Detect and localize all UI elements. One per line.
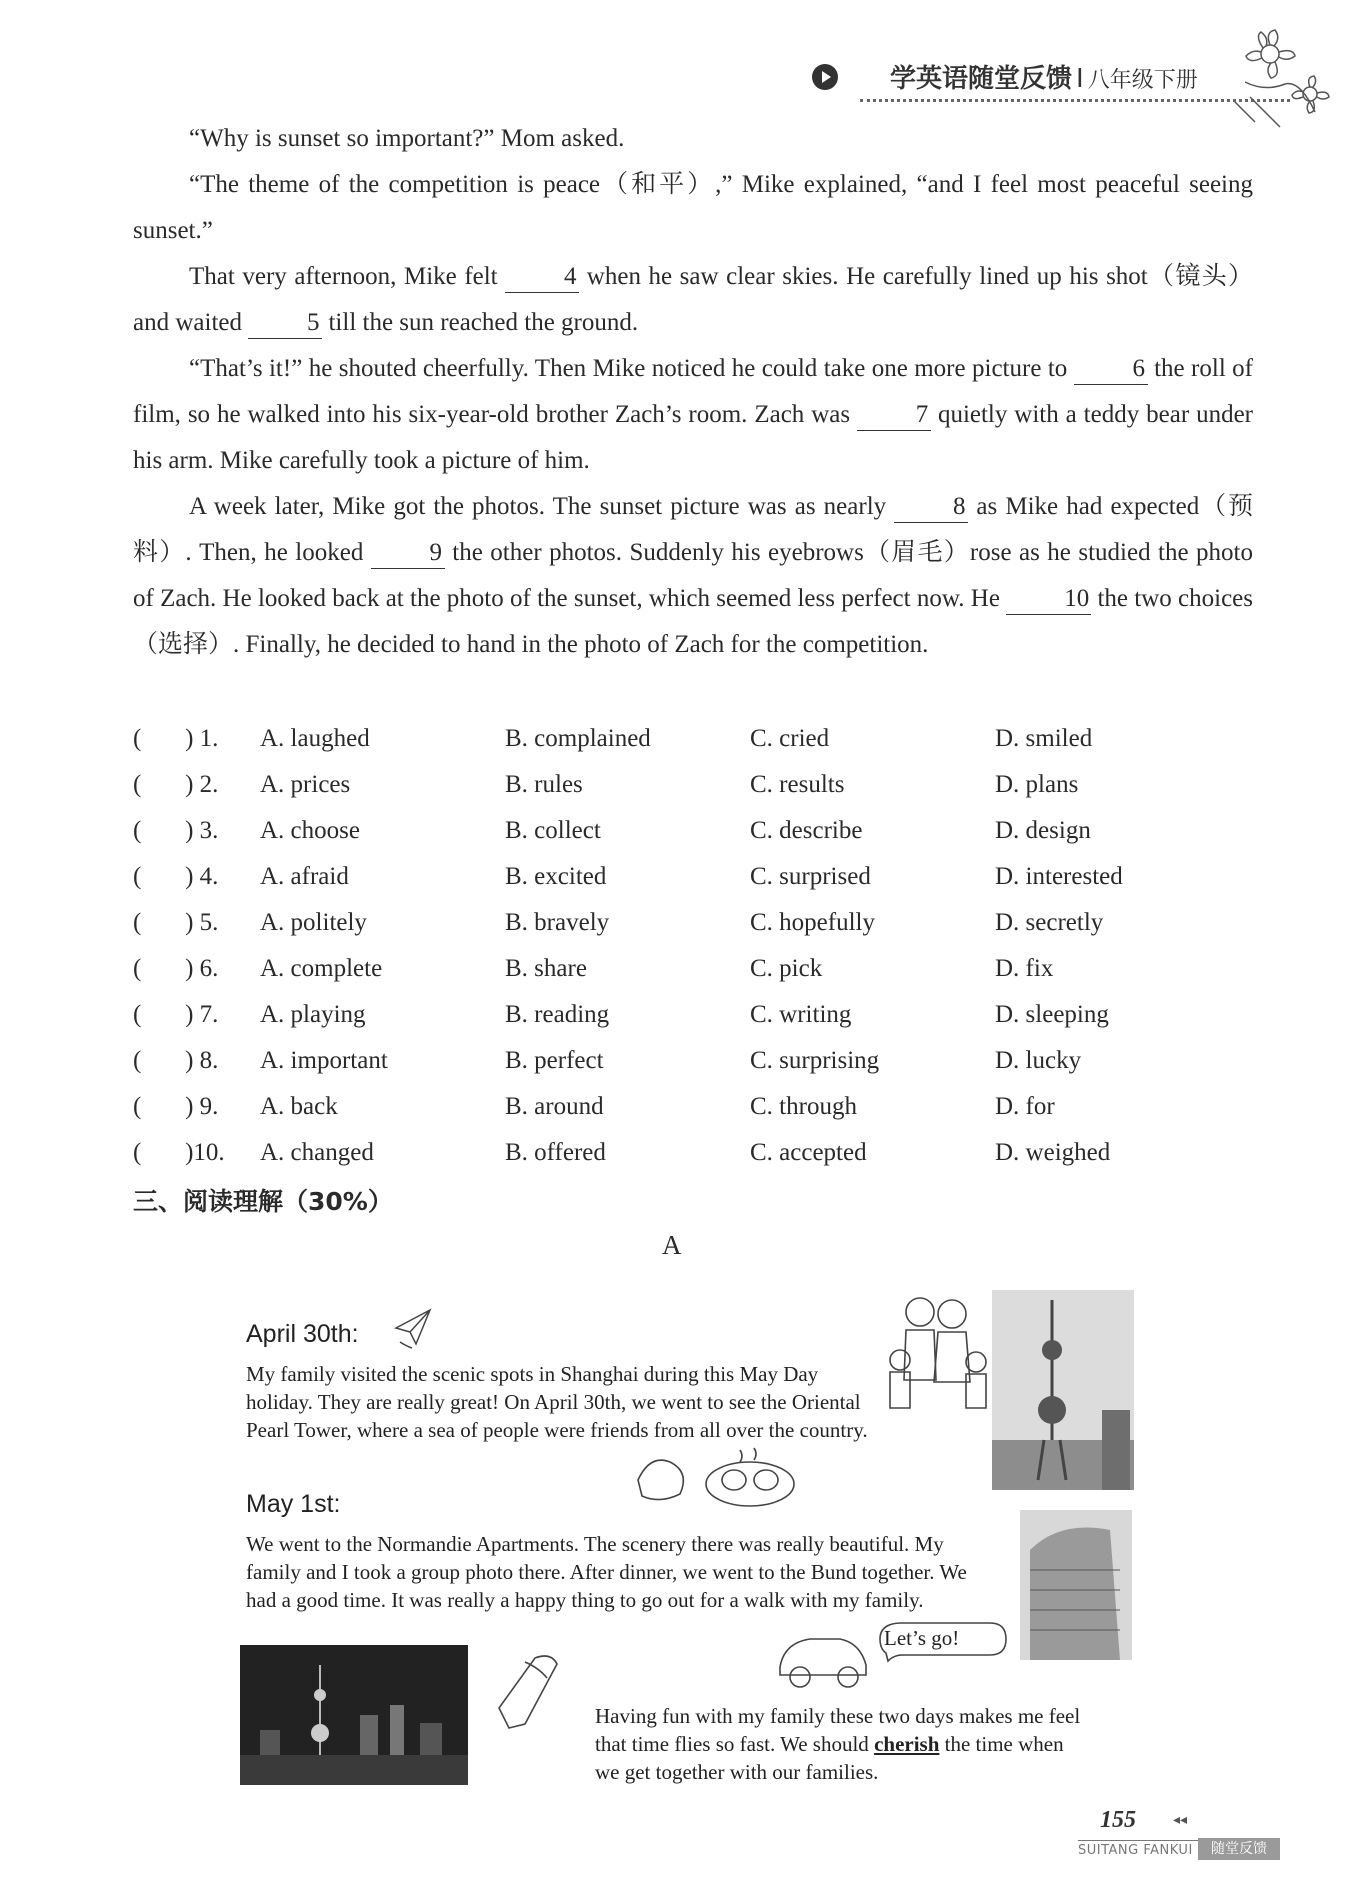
option-d: D. weighed	[995, 1139, 1111, 1166]
answer-bracket[interactable]: ( ) 2.	[133, 771, 219, 798]
option-a: A. important	[260, 1047, 388, 1074]
option-d: D. design	[995, 817, 1091, 844]
story-text: the roll of film, so he walked into his six-year-old brother Zach’s room. Zach was	[133, 355, 1253, 428]
story-paragraph: “Why is sunset so important?” Mom asked.	[189, 125, 625, 152]
answer-bracket[interactable]: ( ) 4.	[133, 863, 219, 890]
story-paragraph	[133, 346, 1253, 484]
back-arrows-icon: ◂◂	[1173, 1813, 1188, 1828]
oriental-pearl-tower-photo	[992, 1290, 1134, 1490]
option-d: D. fix	[995, 955, 1054, 982]
option-a: A. politely	[260, 909, 367, 936]
diary-heading-may: May 1st:	[246, 1490, 341, 1518]
option-row	[133, 909, 1253, 955]
diary-heading-april: April 30th:	[246, 1320, 359, 1348]
book-title-text: 学英语随堂反馈	[890, 64, 1073, 94]
story-paragraph	[133, 254, 1253, 346]
option-b: B. collect	[505, 817, 601, 844]
story-paragraph	[133, 162, 1253, 254]
blank-4: 4	[505, 262, 579, 293]
option-c: C. through	[750, 1093, 857, 1120]
option-row	[133, 955, 1253, 1001]
speech-bubble-text: Let’s go!	[884, 1626, 960, 1650]
food-icon	[630, 1440, 810, 1512]
story-text: as Mike had expected（预料）. Then, he looked	[133, 493, 1254, 566]
cherish-word: cherish	[874, 1732, 940, 1756]
story-text: till the sun reached the ground.	[328, 309, 639, 336]
blank-7: 7	[857, 400, 931, 431]
family-cartoon-icon	[880, 1290, 996, 1420]
page-number: 155	[1100, 1807, 1136, 1833]
option-row	[133, 725, 1253, 771]
conclusion-text: Having fun with my family these two days makes me feel that time flies so fast. We should	[595, 1704, 1081, 1756]
option-row	[133, 863, 1253, 909]
story-text: That very afternoon, Mike felt	[189, 263, 498, 290]
option-c: C. pick	[750, 955, 823, 982]
paper-plane-icon	[392, 1306, 434, 1350]
option-b: B. excited	[505, 863, 607, 890]
story-text: A week later, Mike got the photos. The sunset picture was as nearly	[189, 493, 887, 520]
option-c: C. describe	[750, 817, 863, 844]
option-b: B. perfect	[505, 1047, 604, 1074]
footer-badge: 随堂反馈	[1198, 1838, 1280, 1860]
option-c: C. surprised	[750, 863, 871, 890]
blank-6: 6	[1074, 354, 1148, 385]
option-b: B. reading	[505, 1001, 610, 1028]
option-d: D. plans	[995, 771, 1079, 798]
story-passage	[133, 116, 1253, 668]
option-c: C. surprising	[750, 1047, 880, 1074]
option-a: A. laughed	[260, 725, 370, 752]
play-icon	[812, 64, 838, 90]
story-paragraph	[133, 484, 1253, 668]
answer-bracket[interactable]: ( ) 8.	[133, 1047, 219, 1074]
option-d: D. lucky	[995, 1047, 1082, 1074]
blank-8: 8	[894, 492, 968, 523]
diary-text-april: My family visited the scenic spots in Shanghai during this May Day holiday. They are really great! On April 30th, we went to see the Oriental Pearl Tower, where a sea of people were friends from all over the country.	[246, 1362, 868, 1442]
option-c: C. writing	[750, 1001, 852, 1028]
option-b: B. rules	[505, 771, 583, 798]
option-d: D. interested	[995, 863, 1123, 890]
answer-bracket[interactable]: ( ) 6.	[133, 955, 219, 982]
blank-9: 9	[371, 538, 445, 569]
answer-bracket[interactable]: ( ) 9.	[133, 1093, 219, 1120]
wrap-food-icon	[495, 1648, 565, 1738]
story-text: the other photos. Suddenly his eyebrows（眉毛）rose as he studied the photo of Zach. He looked back at the photo of the sunset, which seemed less perfect now. He	[133, 539, 1253, 612]
title-separator: I	[1076, 64, 1084, 94]
book-subtitle: 八年级下册	[1087, 68, 1198, 93]
footer-english: SUITANG FANKUI	[1078, 1843, 1193, 1858]
story-text: when he saw clear skies. He carefully lined up his shot（镜头）and waited	[133, 263, 1254, 336]
option-a: A. changed	[260, 1139, 374, 1166]
passage-letter: A	[662, 1230, 682, 1260]
answer-bracket[interactable]: ( ) 7.	[133, 1001, 219, 1028]
bund-night-photo	[240, 1645, 468, 1785]
option-row	[133, 1001, 1253, 1047]
option-row	[133, 817, 1253, 863]
blank-10: 10	[1006, 584, 1091, 615]
option-b: B. share	[505, 955, 587, 982]
answer-bracket[interactable]: ( )10.	[133, 1139, 225, 1166]
section-title: 三、阅读理解（30%）	[133, 1187, 393, 1216]
option-d: D. for	[995, 1093, 1055, 1120]
option-c: C. hopefully	[750, 909, 875, 936]
option-d: D. sleeping	[995, 1001, 1109, 1028]
story-text: the two choices（选择）. Finally, he decided to hand in the photo of Zach for the competition.	[133, 585, 1254, 658]
option-a: A. playing	[260, 1001, 366, 1028]
conclusion-text: the time when we get together with our families.	[595, 1732, 1064, 1784]
blank-5: 5	[248, 308, 322, 339]
answer-bracket[interactable]: ( ) 5.	[133, 909, 219, 936]
option-d: D. secretly	[995, 909, 1104, 936]
story-text: “The theme of the competition is peace（和平）,” Mike explained, “and I feel most peaceful seeing sunset.”	[133, 171, 1253, 244]
option-d: D. smiled	[995, 725, 1093, 752]
option-a: A. back	[260, 1093, 338, 1120]
story-text: quietly with a teddy bear under his arm. Mike carefully took a picture of him.	[133, 401, 1253, 474]
option-row	[133, 1139, 1253, 1185]
option-c: C. cried	[750, 725, 830, 752]
book-title	[890, 58, 1198, 95]
answer-bracket[interactable]: ( ) 3.	[133, 817, 219, 844]
option-b: B. complained	[505, 725, 651, 752]
option-row	[133, 1047, 1253, 1093]
option-a: A. complete	[260, 955, 383, 982]
diary-text-may: We went to the Normandie Apartments. The scenery there was really beautiful. My family and I took a group photo there. After dinner, we went to the Bund together. We had a good time. It was really a happy thing to go out for a walk with my family.	[246, 1532, 967, 1612]
option-b: B. offered	[505, 1139, 606, 1166]
option-b: B. bravely	[505, 909, 610, 936]
option-row	[133, 771, 1253, 817]
option-c: C. accepted	[750, 1139, 867, 1166]
story-text: “That’s it!” he shouted cheerfully. Then Mike noticed he could take one more picture to	[189, 355, 1068, 382]
option-b: B. around	[505, 1093, 604, 1120]
answer-bracket[interactable]: ( ) 1.	[133, 725, 219, 752]
option-a: A. prices	[260, 771, 351, 798]
normandie-apartments-photo	[1020, 1510, 1132, 1660]
option-a: A. choose	[260, 817, 360, 844]
option-a: A. afraid	[260, 863, 349, 890]
diary-conclusion	[595, 1702, 1085, 1786]
option-row	[133, 1093, 1253, 1139]
option-c: C. results	[750, 771, 845, 798]
